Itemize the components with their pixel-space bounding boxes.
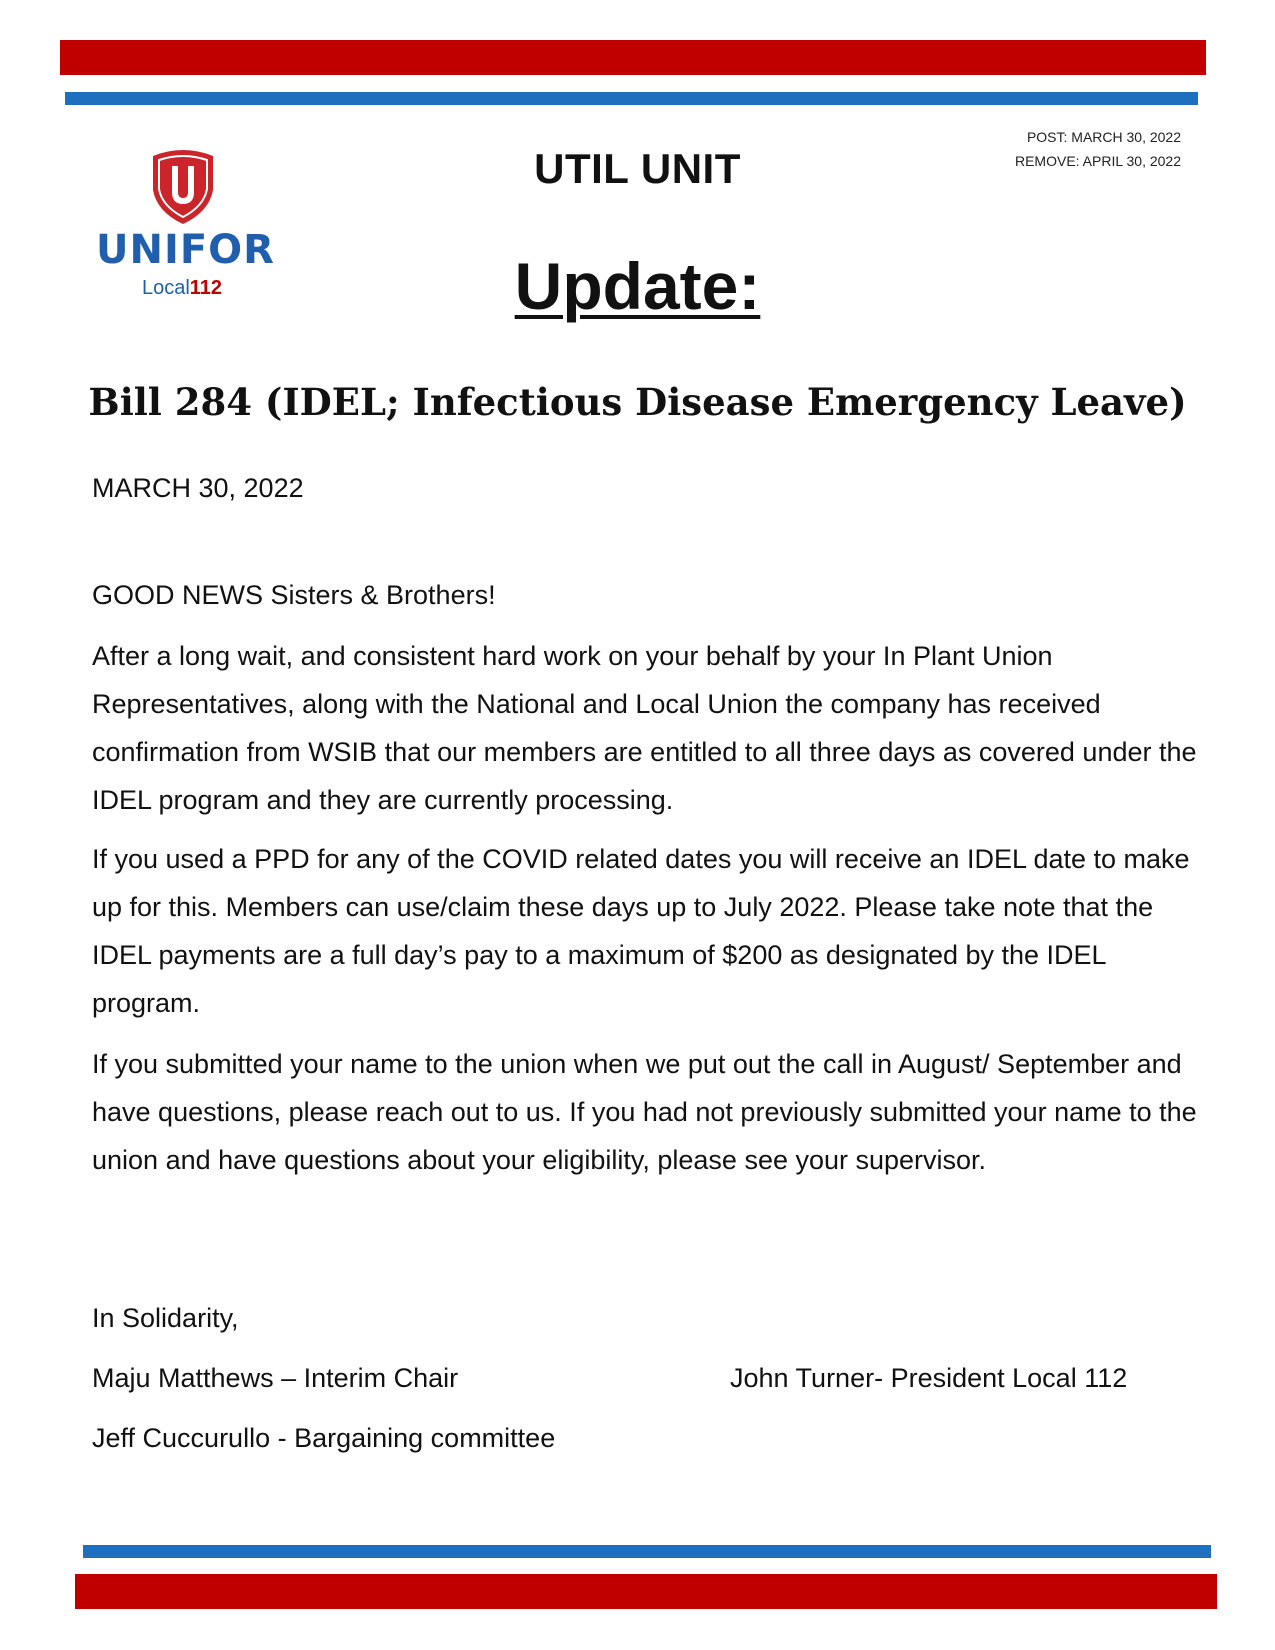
logo-local-word: Local [141,277,190,299]
post-date: POST: MARCH 30, 2022 [1026,129,1181,145]
signatory-interim-chair: Maju Matthews – Interim Chair [92,1363,459,1393]
remove-date: REMOVE: APRIL 30, 2022 [1014,153,1181,169]
top-red-bar [60,40,1206,75]
signatory-bargaining-committee: Jeff Cuccurullo - Bargaining committee [92,1423,556,1453]
letter-date: MARCH 30, 2022 [92,473,304,503]
signatory-president: John Turner- President Local 112 [730,1363,1128,1393]
closing-salutation: In Solidarity, [92,1303,239,1333]
bottom-red-bar [75,1574,1217,1609]
logo-brand-text: UNIFOR [96,227,275,273]
update-heading: Update: [514,249,761,323]
bottom-blue-bar [83,1545,1211,1558]
paragraph-1: After a long wait, and consistent hard work on your behalf by your In Plant Union Representatives, along with the National and Local Union the company has received confirmation from WSIB that our members are entitled to all three days as covered under the IDEL program and they are currently processing. [92,641,1197,815]
paragraph-2: If you used a PPD for any of the COVID related dates you will receive an IDEL date to make up for this. Members can use/claim these days up to July 2022. Please take note that the IDEL payments are a full day’s pay to a maximum of $200 as designated by the IDEL program. [92,844,1190,1018]
greeting: GOOD NEWS Sisters & Brothers! [92,580,496,610]
logo-local-number: 112 [189,277,223,299]
unit-title: UTIL UNIT [534,145,741,192]
bill-title: Bill 284 (IDEL; Infectious Disease Emergency Leave) [88,380,1187,424]
top-blue-bar [65,92,1198,105]
paragraph-3: If you submitted your name to the union when we put out the call in August/ September and have questions, please reach out to us. If you had not previously submitted your name to the union and have questions about your eligibility, please see your supervisor. [92,1049,1197,1175]
